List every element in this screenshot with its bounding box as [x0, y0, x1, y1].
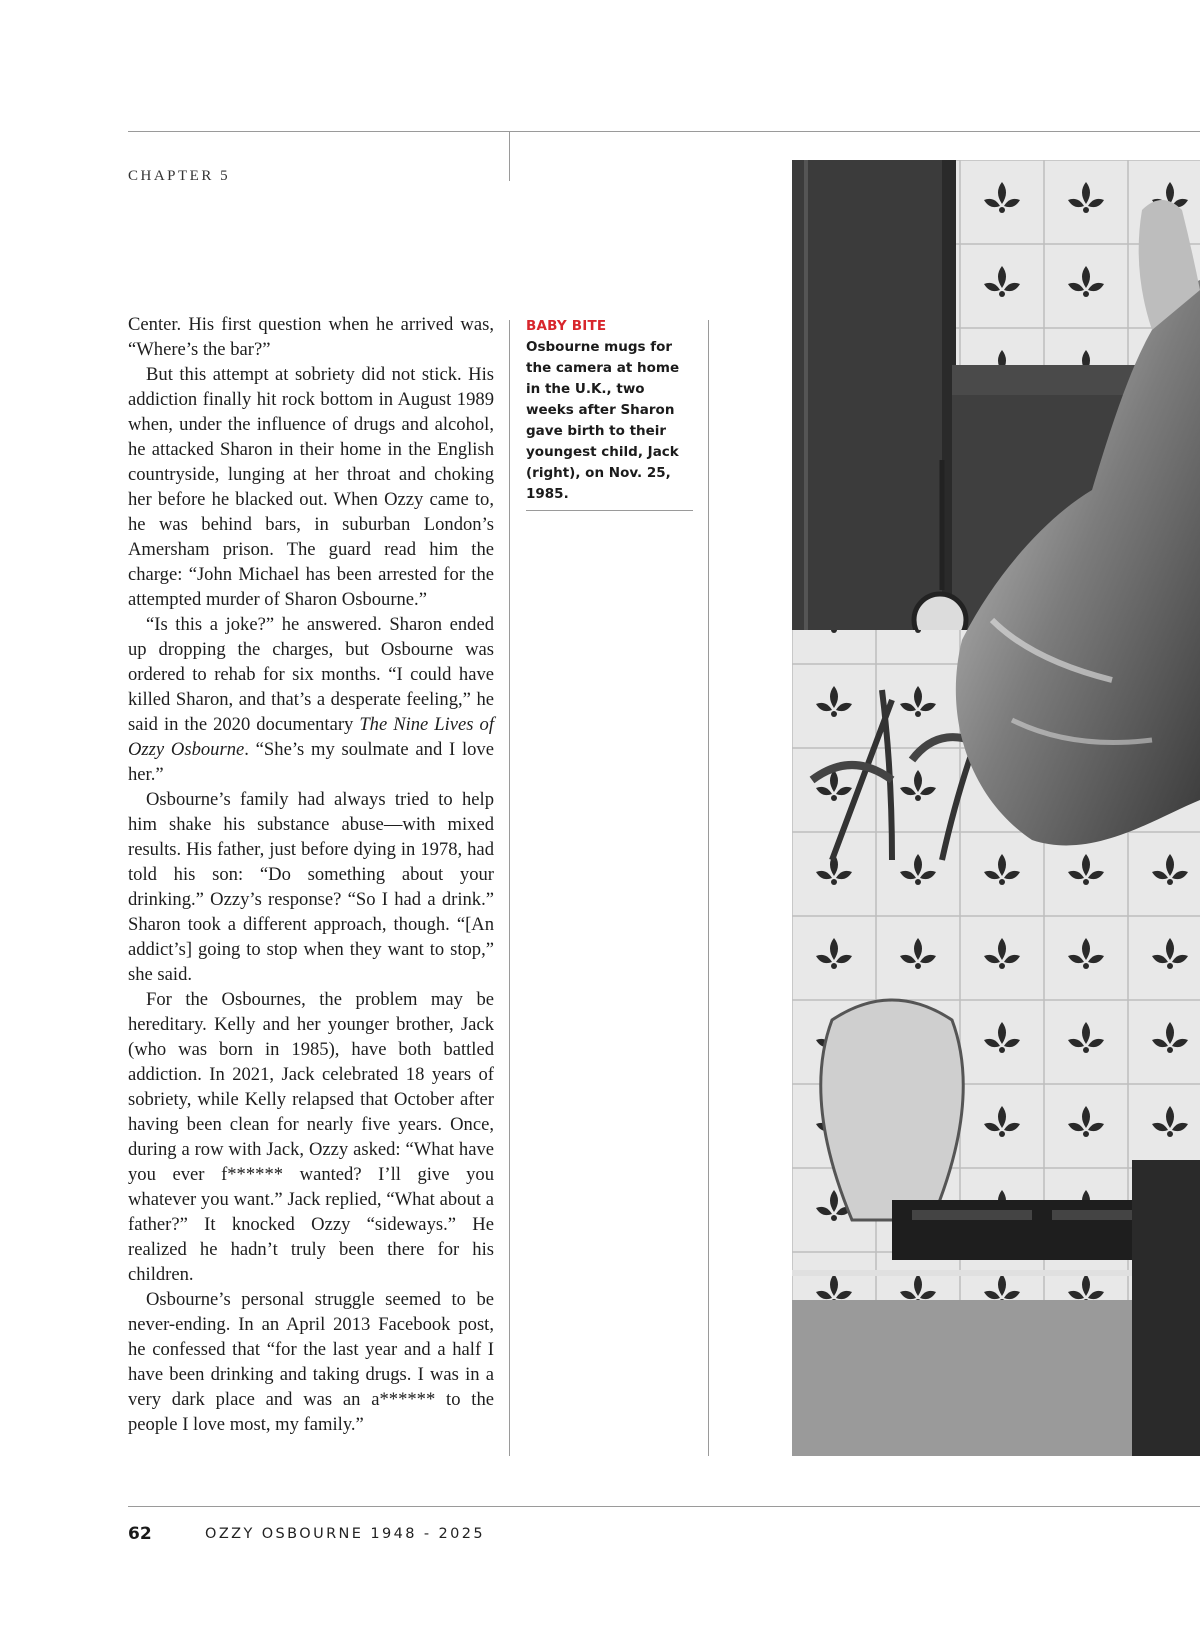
caption-divider [708, 320, 709, 1456]
chapter-label: CHAPTER 5 [128, 168, 231, 184]
running-title: OZZY OSBOURNE 1948 - 2025 [205, 1526, 486, 1542]
paragraph-3-text: “Is this a joke?” he answered. Sharon ended up dropping the charges, but Osbourne was ordered to rehab for six months. “I could have killed Sharon, and that’s a desperate feeling,” he said in the 2020 documentary [128, 614, 494, 735]
paragraph-4: Osbourne’s family had always tried to help him shake his substance abuse—with mixed results. His father, just before dying in 1978, had told his son: “Do something about your drinking.” Ozzy’s response? “So I had a drink.” Sharon took a different approach, though. “[An addict’s] going to stop when they want to stop,” she said. [128, 789, 494, 985]
paragraph-1: Center. His first question when he arrived was, “Where’s the bar?” [128, 314, 494, 360]
documentary-title: The Nine Lives of Ozzy Osbourne [128, 714, 494, 760]
page-number: 62 [128, 1524, 152, 1544]
kitchen-photo [792, 160, 1200, 1456]
caption-rule [526, 510, 693, 511]
paragraph-6: Osbourne’s personal struggle seemed to be never-ending. In an April 2013 Facebook post, he confessed that “for the last year and a half I have been drinking and taking drugs. I was in a very dark place and was an a****** to the people I love most, my family.” [128, 1289, 494, 1435]
paragraph-2: But this attempt at sobriety did not stick. His addiction finally hit rock bottom in August 1989 when, under the influence of drugs and alcohol, he attacked Sharon in their home in the English countryside, lunging at her throat and choking her before he blacked out. When Ozzy came to, he was behind bars, in suburban London’s Amersham prison. The guard read him the charge: “John Michael has been arrested for the attempted murder of Sharon Osbourne.” [128, 364, 494, 610]
bottom-rule [128, 1506, 1200, 1507]
article-body [128, 312, 494, 1437]
photo-caption [526, 316, 696, 505]
caption-text: Osbourne mugs for the camera at home in the U.K., two weeks after Sharon gave birth to their youngest child, Jack (right), on Nov. 25, 1985. [526, 339, 680, 502]
paragraph-3-tail: . “She’s my soulmate and I love her.” [128, 739, 494, 785]
paragraph-5: For the Osbournes, the problem may be hereditary. Kelly and her younger brother, Jack (who was born in 1985), have both battled addiction. In 2021, Jack celebrated 18 years of sobriety, while Kelly relapsed that October after having been clean for nearly five years. Once, during a row with Jack, Ozzy asked: “What have you ever f****** wanted? I’ll give you whatever you want.” Jack replied, “What about a father?” It knocked Ozzy “sideways.” He realized he hadn’t truly been there for his children. [128, 989, 494, 1285]
top-column-tick [509, 131, 510, 181]
paragraph-3 [128, 612, 494, 787]
caption-kicker: BABY BITE [526, 318, 607, 334]
column-divider [509, 320, 510, 1456]
top-rule [128, 131, 1200, 132]
